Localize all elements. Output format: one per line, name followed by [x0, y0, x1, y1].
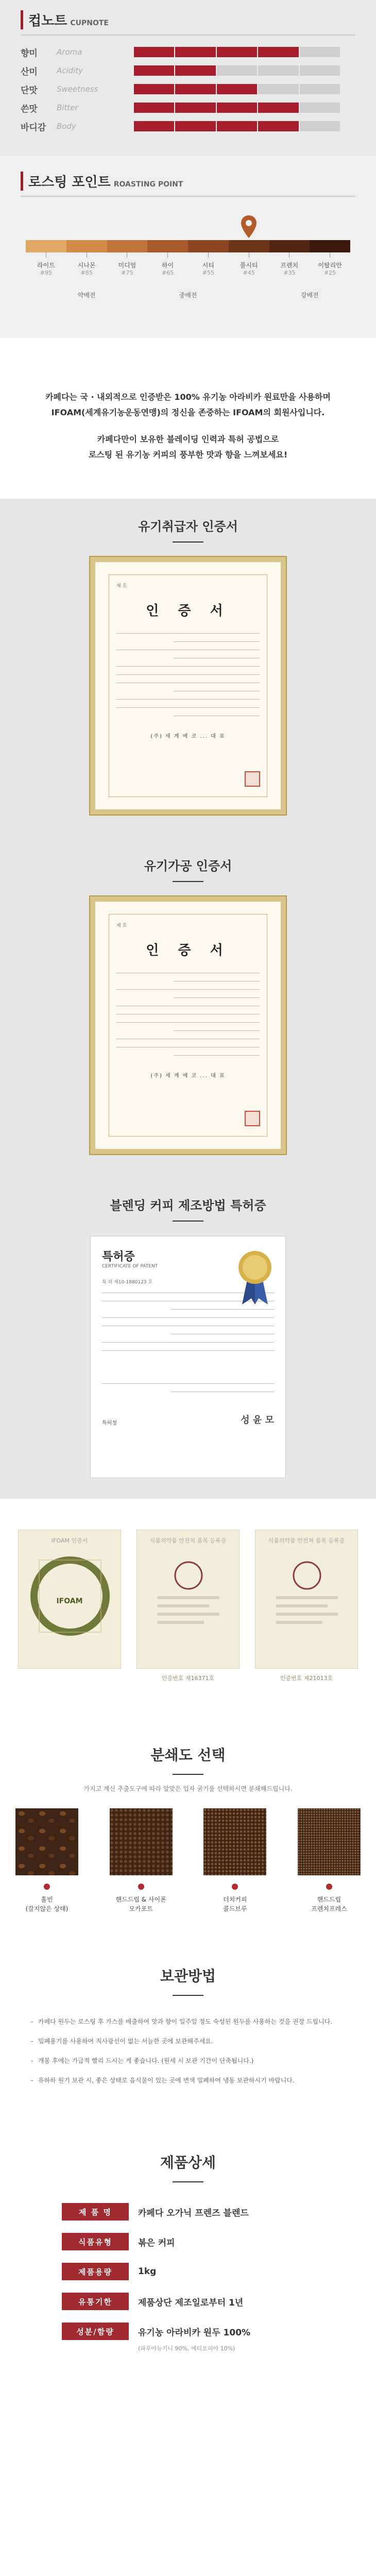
roasting-gradient-bar [26, 240, 350, 252]
roasting-divider [21, 196, 355, 197]
roasting-tick [187, 252, 229, 276]
cupnote-row [21, 80, 355, 98]
grind-option-line2: 프렌치프레스 [311, 1905, 347, 1912]
seal-stamp-icon [245, 771, 260, 787]
registration-card [18, 1530, 121, 1682]
cupnote-level-cell [175, 121, 215, 131]
coffee-grind-image [15, 1808, 78, 1875]
storage-divider [173, 1995, 203, 1996]
seal-stamp-icon [245, 1111, 260, 1126]
cupnote-level-cell [175, 84, 215, 94]
registration-document-image [18, 1530, 121, 1669]
grind-option-line1: 핸드드립 [317, 1896, 341, 1903]
detail-key: 제 품 명 [62, 2203, 129, 2221]
roasting-tick [147, 252, 189, 276]
grind-divider [173, 1774, 203, 1775]
cupnote-level-cell [175, 47, 215, 57]
cupnote-table [21, 43, 355, 135]
grind-option-line2: 모카포트 [129, 1905, 153, 1912]
grind-option [110, 1808, 173, 1913]
cupnote-level-cell [258, 65, 298, 76]
registration-card [255, 1530, 358, 1682]
cupnote-level-cell [217, 65, 257, 76]
detail-key: 제품용량 [62, 2263, 129, 2280]
grind-option-line2: (갈지않은 상태) [25, 1905, 69, 1912]
roasting-segment [188, 240, 229, 252]
cert-title-divider [173, 881, 203, 882]
cert-title-divider [173, 1221, 203, 1222]
detail-table [62, 2203, 314, 2340]
cupnote-level-bar [134, 84, 340, 94]
cert-title: 블렌딩 커피 제조방법 특허증 [110, 1198, 266, 1213]
registration-label: 식품의약품 안전처 품목 등록증 [268, 1537, 345, 1544]
patent-heading: 특허증 [102, 1250, 135, 1263]
location-pin-icon [240, 214, 258, 239]
detail-title: 제품상세 [160, 2154, 216, 2171]
patent-office: 특허청 [102, 1420, 117, 1426]
roasting-tick-name: 라이트 [37, 262, 55, 269]
cert-heading: 인 증 서 [146, 943, 230, 958]
grind-option [203, 1808, 266, 1913]
roasting-tick-line [167, 252, 168, 258]
ifoam-certificate-icon [19, 1545, 122, 1648]
roasting-tick-code: #65 [162, 269, 174, 276]
cupnote-row [21, 43, 355, 61]
roasting-tick-name: 하이 [162, 262, 174, 269]
grind-option-label [203, 1895, 266, 1913]
roasting-segment [229, 240, 269, 252]
grind-indicator-dot [138, 1884, 144, 1890]
detail-key: 식품유형 [62, 2233, 129, 2250]
cupnote-label: 바디감 [21, 122, 46, 133]
grind-option-line2: 콜드브루 [223, 1905, 247, 1912]
cupnote-level-cell [300, 47, 340, 57]
intro-paragraph-1 [21, 389, 355, 420]
storage-title: 보관방법 [160, 1968, 216, 1985]
grind-description: 가지고 계신 추출도구에 따라 알맞은 입자 굵기를 선택하시면 분쇄해드립니다. [83, 1785, 293, 1792]
grind-option-label [298, 1895, 361, 1913]
roasting-segment [147, 240, 188, 252]
registration-caption: 인증번호 제16371호 [161, 1675, 215, 1682]
cupnote-level-cell [300, 84, 340, 94]
detail-value: 카페다 오가닉 프렌즈 블렌드 [138, 2208, 249, 2218]
detail-value: 제품상단 제조일로부터 1년 [138, 2297, 244, 2308]
roasting-tick [66, 252, 107, 276]
roasting-segment [269, 240, 310, 252]
grind-option-label [15, 1895, 78, 1913]
brand-intro [0, 338, 376, 499]
registration-seal-icon [255, 1545, 358, 1648]
cupnote-level-cell [134, 121, 174, 131]
cupnote-level-bar [134, 103, 340, 113]
certificates-section [0, 499, 376, 1499]
roasting-segment [310, 240, 350, 252]
cupnote-level-cell [134, 65, 174, 76]
cupnote-label: 단맛 [21, 85, 38, 96]
cupnote-title-ko: 컵노트 [28, 13, 67, 29]
certificate-image [90, 896, 286, 1154]
registration-seal-icon [137, 1545, 240, 1648]
product-detail-section [0, 2136, 376, 2394]
detail-divider [173, 2181, 203, 2182]
cupnote-level-cell [300, 121, 340, 131]
roasting-tick [228, 252, 269, 276]
cupnote-label-en: Body [57, 122, 76, 131]
intro-line: 로스팅 된 유기농 커피의 풍부한 맛과 향을 느껴보세요! [88, 450, 288, 460]
cupnote-label-en: Aroma [57, 47, 82, 57]
cert-title-divider [173, 541, 203, 543]
patent-heading-en: CERTIFICATE OF PATENT [102, 1264, 158, 1269]
roasting-title-en: ROASTING POINT [113, 180, 183, 189]
cert-number: 제 호 [116, 584, 127, 589]
detail-key: 유통기한 [62, 2293, 129, 2310]
ifoam-logo-text: IFOAM [56, 1597, 83, 1605]
detail-row [62, 2293, 314, 2310]
roasting-segment [107, 240, 148, 252]
cupnote-section [0, 0, 376, 156]
cert-issuer: (주) 세 계 에 코 ... 대 표 [150, 734, 226, 739]
coffee-grind-image [110, 1808, 173, 1875]
cupnote-label: 산미 [21, 66, 38, 77]
roasting-tick-code: #35 [283, 269, 296, 276]
certificate-image [90, 557, 286, 815]
roasting-tick-code: #95 [40, 269, 52, 276]
grind-indicator-dot [326, 1884, 332, 1890]
cupnote-title-en: CUPNOTE [70, 19, 109, 27]
cupnote-level-cell [258, 47, 298, 57]
registration-label: IFOAM 인증서 [51, 1537, 88, 1544]
cupnote-level-cell [258, 84, 298, 94]
grind-section [0, 1713, 376, 1944]
storage-item: - 유하하 원기 보관 시, 좋은 상태로 음식물이 있는 곳에 변색 밀폐하여 냉동 보관하시기 바랍니다. [31, 2075, 345, 2086]
intro-line: IFOAM(세계유기농운동연맹)의 정신을 존중하는 IFOAM의 회원사입니다. [51, 408, 325, 417]
intro-line: 카페다는 국 · 내외적으로 인증받은 100% 유기농 아라비카 원료만을 사용하며 [45, 392, 331, 402]
cupnote-level-cell [134, 103, 174, 113]
cupnote-level-cell [217, 84, 257, 94]
cert-organic-processing [0, 856, 376, 1195]
cupnote-level-bar [134, 121, 340, 131]
detail-row [62, 2203, 314, 2221]
roasting-tick-name: 미디엄 [118, 262, 136, 269]
cupnote-level-bar [134, 65, 340, 76]
cupnote-label-en: Acidity [57, 66, 83, 75]
grind-option [15, 1808, 78, 1913]
registration-card [136, 1530, 240, 1682]
coffee-grind-image [203, 1808, 266, 1875]
cert-title: 유기취급자 인증서 [138, 519, 238, 534]
roasting-tick [25, 252, 66, 276]
roasting-tick [310, 252, 351, 276]
storage-item: - 개봉 후에는 가급적 빨리 드시는 게 좋습니다. (원세 시 보관 기간이 단축됩니다.) [31, 2056, 345, 2066]
storage-list [31, 2016, 345, 2086]
cert-organic-handler [0, 499, 376, 856]
roasting-tick-line [208, 252, 209, 258]
grind-indicator-dot [232, 1884, 238, 1890]
detail-value: 1kg [138, 2266, 157, 2277]
roasting-title-ko: 로스팅 포인트 [28, 175, 111, 190]
coffee-grind-image [298, 1808, 361, 1875]
cert-heading: 인 증 서 [146, 603, 230, 619]
roasting-tick-name: 풀시티 [240, 262, 258, 269]
registration-documents [0, 1499, 376, 1713]
cupnote-level-cell [217, 103, 257, 113]
cupnote-level-cell [217, 47, 257, 57]
cupnote-level-cell [217, 121, 257, 131]
cupnote-level-bar [134, 47, 340, 57]
cupnote-row [21, 61, 355, 80]
cupnote-level-cell [134, 47, 174, 57]
cupnote-level-cell [300, 65, 340, 76]
storage-item: - 카페다 원두는 로스팅 후 가스를 배출하여 맛과 향이 일주일 정도 숙성된 원두를 사용하는 것을 권장 드립니다. [31, 2016, 345, 2027]
patent-certificate-image [90, 1236, 286, 1478]
cupnote-level-cell [175, 103, 215, 113]
grind-options [15, 1808, 361, 1913]
registration-caption: 인증번호 제21013호 [280, 1675, 333, 1682]
detail-row [62, 2263, 314, 2280]
registration-label: 식품의약품 안전처 품목 등록증 [149, 1537, 227, 1544]
roasting-tick [107, 252, 148, 276]
grind-option-line1: 홀빈 [41, 1896, 53, 1903]
roasting-group-label: 약배전 [77, 292, 96, 299]
roasting-title [21, 172, 355, 191]
roasting-tick-name: 프렌치 [280, 262, 299, 269]
roasting-group-label: 중배전 [179, 292, 197, 299]
patent-number: 특 허 제10-1880123 호 [102, 1280, 153, 1285]
cupnote-divider [21, 35, 355, 36]
roasting-tick-code: #55 [202, 269, 214, 276]
roasting-tick-code: #85 [80, 269, 93, 276]
roasting-tick-name: 시나몬 [77, 262, 96, 269]
roasting-group-label: 강배전 [300, 292, 319, 299]
registration-document-image [136, 1530, 240, 1669]
roasting-tick-code: #45 [243, 269, 255, 276]
cupnote-level-cell [258, 103, 298, 113]
roasting-tick-code: #25 [324, 269, 336, 276]
roasting-tick [269, 252, 310, 276]
storage-section [0, 1944, 376, 2136]
grind-indicator-dot [44, 1884, 50, 1890]
cupnote-label-en: Sweetness [57, 84, 98, 94]
grind-option-label [110, 1895, 173, 1913]
roasting-section [0, 156, 376, 338]
cupnote-label-en: Bitter [57, 103, 78, 112]
gold-medal-icon [237, 1249, 273, 1306]
cupnote-label: 향미 [21, 48, 38, 59]
detail-row [62, 2323, 314, 2340]
patent-signer: 성 윤 모 [241, 1415, 274, 1426]
detail-key: 성분/함량 [62, 2323, 129, 2340]
cupnote-title [21, 10, 355, 29]
grind-option-line1: 핸드드립 & 사이폰 [115, 1896, 166, 1903]
cert-number: 제 호 [116, 923, 127, 928]
registration-document-image [255, 1530, 358, 1669]
detail-note: (파푸아뉴기니 90%, 에티오피아 10%) [138, 2345, 235, 2352]
cert-title: 유기가공 인증서 [144, 859, 232, 873]
cupnote-row [21, 117, 355, 135]
cupnote-level-cell [300, 103, 340, 113]
cupnote-level-cell [134, 84, 174, 94]
cupnote-label: 쓴맛 [21, 104, 38, 114]
grind-option-line1: 더치커피 [223, 1896, 247, 1903]
detail-row [62, 2233, 314, 2250]
cupnote-level-cell [175, 65, 215, 76]
detail-value: 유기농 아라비카 원두 100% [138, 2327, 251, 2338]
roasting-scale [21, 204, 355, 312]
roasting-segment [26, 240, 66, 252]
roasting-tick-name: 시티 [202, 262, 214, 269]
registration-caption [18, 1669, 121, 1674]
roasting-segment [66, 240, 107, 252]
storage-item: - 밀폐용기를 사용하여 직사광선이 없는 서늘한 곳에 보관해주세요. [31, 2036, 345, 2046]
grind-option [298, 1808, 361, 1913]
cert-patent [0, 1195, 376, 1499]
cupnote-level-cell [258, 121, 298, 131]
intro-line: 카페다만이 보유한 블레이딩 인력과 특허 공법으로 [97, 434, 279, 444]
roasting-tick-code: #75 [121, 269, 133, 276]
grind-title: 분쇄도 선택 [150, 1747, 226, 1764]
cupnote-row [21, 98, 355, 117]
detail-value: 볶은 커피 [138, 2238, 175, 2248]
intro-paragraph-2 [21, 432, 355, 463]
cert-issuer: (주) 세 계 에 코 ... 대 표 [150, 1073, 226, 1079]
roasting-tick-name: 이탈리안 [318, 262, 342, 269]
